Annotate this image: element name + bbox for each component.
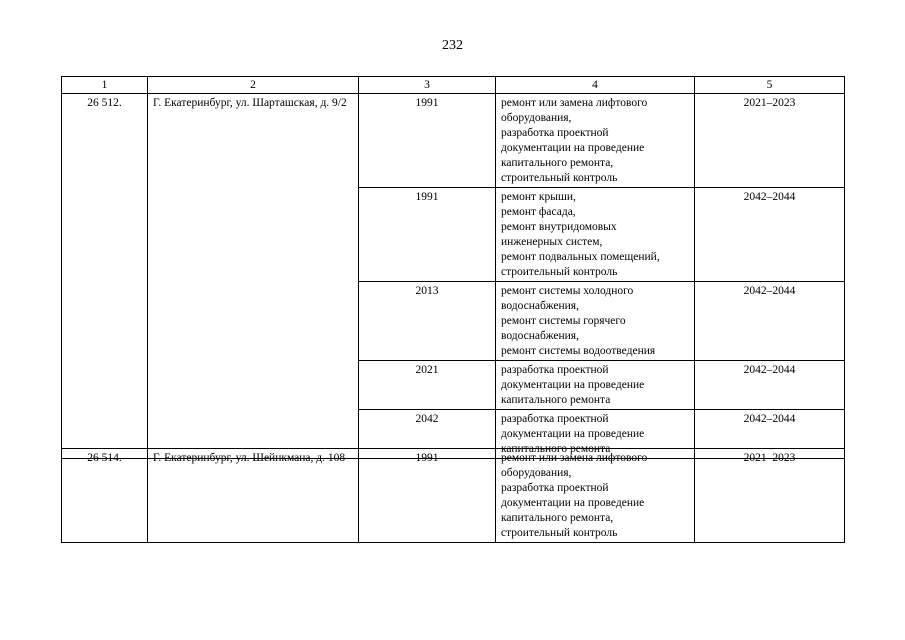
page-number: 232 — [442, 38, 463, 53]
record-number: 26 514. — [62, 449, 148, 543]
header-cell: 5 — [695, 77, 845, 94]
schedule-table-continued — [61, 448, 845, 543]
table-header-row — [62, 77, 845, 94]
works-cell: разработка проектной документации на проведение капитального ремонта — [496, 410, 695, 459]
table-row — [62, 449, 845, 543]
period-cell: 2042–2044 — [695, 361, 845, 410]
period-cell: 2021–2023 — [695, 94, 845, 188]
address-cell: Г. Екатеринбург, ул. Шарташская, д. 9/2 — [148, 94, 359, 459]
works-cell: ремонт или замена лифтового оборудования, разработка проектной документации на проведение капитального ремонта, строительный контроль — [496, 94, 695, 188]
header-cell: 3 — [359, 77, 496, 94]
works-cell: ремонт системы холодного водоснабжения, ремонт системы горячего водоснабжения, ремонт системы водоотведения — [496, 282, 695, 361]
year-cell: 1991 — [359, 449, 496, 543]
period-cell: 2042–2044 — [695, 282, 845, 361]
works-cell: ремонт крыши, ремонт фасада, ремонт внутридомовых инженерных систем, ремонт подвальных помещений, строительный контроль — [496, 188, 695, 282]
header-cell: 1 — [62, 77, 148, 94]
year-cell: 1991 — [359, 94, 496, 188]
header-cell: 2 — [148, 77, 359, 94]
record-number: 26 512. — [62, 94, 148, 459]
schedule-table — [61, 76, 845, 459]
works-cell: ремонт или замена лифтового оборудования, разработка проектной документации на проведение капитального ремонта, строительный контроль — [496, 449, 695, 543]
period-cell: 2042–2044 — [695, 188, 845, 282]
works-cell: разработка проектной документации на проведение капитального ремонта — [496, 361, 695, 410]
year-cell: 1991 — [359, 188, 496, 282]
period-cell: 2042–2044 — [695, 410, 845, 459]
year-cell: 2013 — [359, 282, 496, 361]
header-cell: 4 — [496, 77, 695, 94]
address-cell: Г. Екатеринбург, ул. Шейнкмана, д. 108 — [148, 449, 359, 543]
year-cell: 2021 — [359, 361, 496, 410]
period-cell: 2021–2023 — [695, 449, 845, 543]
table-row — [62, 94, 845, 188]
year-cell: 2042 — [359, 410, 496, 459]
